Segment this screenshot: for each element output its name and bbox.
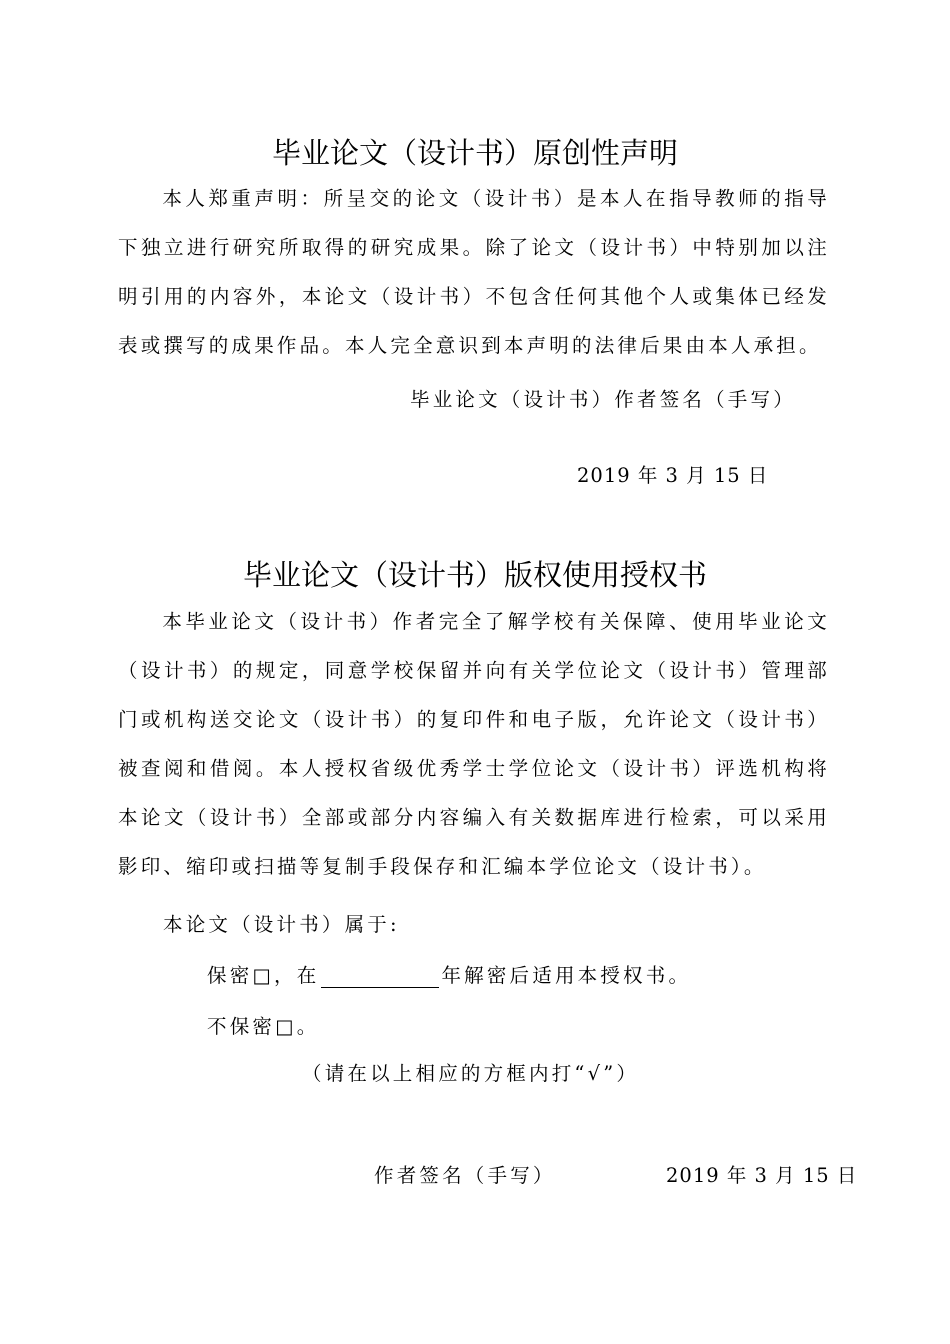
authorization-signature-label: 作者签名（手写） bbox=[374, 1164, 556, 1187]
authorization-date: 2019 年 3 月 15 日 bbox=[666, 1164, 858, 1187]
years-blank-field[interactable] bbox=[321, 968, 439, 988]
declaration-body-text: 本人郑重声明：所呈交的论文（设计书）是本人在指导教师的指导下独立进行研究所取得的研究成果。除了论文（设计书）中特别加以注明引用的内容外，本论文（设计书）不包含任何其他个人或集体已经发表或撰写的成果作品。本人完全意识到本声明的法律后果由本人承担。 bbox=[118, 187, 830, 357]
declaration-date: 2019 年 3 月 15 日 bbox=[577, 464, 769, 487]
checkbox-instruction: （请在以上相应的方框内打“√”） bbox=[302, 1062, 640, 1085]
confidential-option bbox=[207, 960, 691, 988]
confidential-prefix: 保密□，在 bbox=[207, 964, 320, 987]
declaration-signature-label: 毕业论文（设计书）作者签名（手写） bbox=[410, 388, 796, 411]
declaration-title: 毕业论文（设计书）原创性声明 bbox=[271, 136, 678, 170]
authorization-body-text: 本毕业论文（设计书）作者完全了解学校有关保障、使用毕业论文（设计书）的规定，同意学校保留并向有关学位论文（设计书）管理部门或机构送交论文（设计书）的复印件和电子版，允许论文（设计书）被查阅和借阅。本人授权省级优秀学士学位论文（设计书）评选机构将本论文（设计书）全部或部分内容编入有关数据库进行检索，可以采用影印、缩印或扫描等复制手段保存和汇编本学位论文（设计书）。 bbox=[118, 610, 830, 878]
declaration-body bbox=[118, 174, 830, 370]
authorization-body bbox=[118, 597, 830, 891]
confidential-suffix: 年解密后适用本授权书。 bbox=[441, 964, 692, 987]
non-confidential-option: 不保密□。 bbox=[207, 1015, 320, 1038]
belongs-label: 本论文（设计书）属于: bbox=[163, 913, 400, 936]
authorization-title: 毕业论文（设计书）版权使用授权书 bbox=[242, 558, 707, 592]
